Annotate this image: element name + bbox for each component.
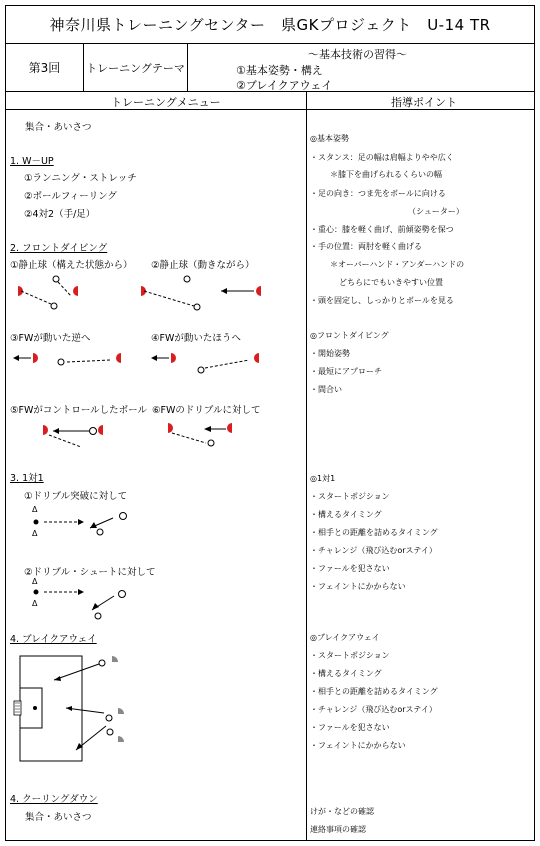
- attacker-icon: [112, 656, 118, 662]
- point-line: ・間合い: [310, 385, 342, 394]
- point-line: ・構えるタイミング: [310, 669, 382, 678]
- drill-diagram-dribble-shot: [28, 578, 138, 623]
- diving-item: ⑥FWのドリブルに対して: [152, 405, 261, 416]
- diving-heading: 2. フロントダイビング: [10, 243, 108, 254]
- diving-item: ⑤FWがコントロールしたボール: [10, 405, 147, 416]
- point-line: ・構えるタイミング: [310, 510, 382, 519]
- point-line: ・フェイントにかからない: [310, 582, 406, 591]
- drill-diagram-dribble: [166, 421, 246, 451]
- gk-marker: [33, 706, 37, 710]
- breakaway-pitch-diagram: [14, 646, 139, 771]
- drill-diagram-controlled-ball: [41, 423, 121, 453]
- gk-marker: [43, 425, 48, 435]
- gk-marker: [34, 590, 39, 595]
- cooldown-heading: 4. クーリングダウン: [10, 794, 98, 805]
- point-line: ・スタートポジション: [310, 492, 390, 501]
- goal-area: [20, 688, 42, 728]
- closing-line: けが・などの確認: [310, 807, 374, 816]
- column-divider: [306, 92, 307, 840]
- point-line: ・頭を固定し、しっかりとボールを見る: [310, 296, 454, 305]
- points-column-header: 指導ポイント: [391, 96, 457, 109]
- point-line: ・チャレンジ（飛び込むorステイ）: [310, 705, 437, 714]
- menu-intro: 集合・あいさつ: [25, 122, 92, 133]
- drill-diagram-dribble-breakthrough: [28, 506, 138, 546]
- ball-icon: [95, 613, 101, 619]
- gk-marker: [34, 520, 39, 525]
- point-line: ＊オーバーハンド・アンダーハンドの: [330, 260, 465, 269]
- ball-icon: [99, 660, 105, 666]
- point-line: （シューター）: [408, 207, 464, 216]
- point-line: ・相手との距離を詰めるタイミング: [310, 528, 438, 537]
- ball-icon: [106, 715, 112, 721]
- session-number: 第3回: [6, 44, 84, 91]
- ball-icon: [58, 359, 64, 365]
- point-line: ・最短にアプローチ: [310, 367, 382, 376]
- diving-item: ②静止球（動きながら）: [151, 260, 255, 271]
- point-line: ・相手との距離を詰めるタイミング: [310, 687, 438, 696]
- point-line: ・重心：膝を軽く曲げ、前傾姿勢を保つ: [310, 225, 454, 234]
- point-line: ・手の位置：両肘を軽く曲げる: [310, 242, 422, 251]
- point-line: ・チャレンジ（飛び込むorステイ）: [310, 546, 437, 555]
- ball-icon: [198, 367, 204, 373]
- wup-item: ②ボールフィーリング: [24, 191, 117, 202]
- drill-diagram-moving: [139, 276, 269, 316]
- document-frame: [5, 5, 535, 841]
- gk-marker: [168, 423, 173, 433]
- point-line: ・フェイントにかからない: [310, 741, 406, 750]
- diving-item: ①静止球（構えた状態から）: [10, 260, 133, 271]
- wup-heading: 1. W－UP: [10, 156, 54, 167]
- ball-icon: [194, 304, 200, 310]
- theme-line: ①基本姿勢・構え: [236, 64, 323, 77]
- point-line: ・スタートポジション: [310, 651, 390, 660]
- point-line: ・足の向き：つま先をボールに向ける: [310, 189, 446, 198]
- drill-diagram-static-ball: [16, 276, 96, 316]
- ball-icon: [97, 529, 103, 535]
- points-one-v-one-title: ◎1対1: [310, 474, 336, 483]
- ball-icon: [107, 729, 113, 735]
- gk-marker: [256, 286, 261, 296]
- attacker-icon: [118, 708, 124, 714]
- diving-item: ④FWが動いたほうへ: [151, 333, 241, 344]
- cone-icon: Δ: [32, 529, 38, 538]
- theme-text: [188, 44, 534, 91]
- point-line: ・ファールを犯さない: [310, 723, 390, 732]
- wup-item: ②4対2（手/足）: [24, 209, 96, 220]
- drill-diagram-same-side: [149, 350, 259, 380]
- column-headers: [6, 92, 534, 110]
- gk-marker: [98, 425, 103, 435]
- gk-marker: [171, 353, 176, 363]
- point-line: どちらにでもいきやすい位置: [339, 278, 443, 287]
- diving-item: ③FWが動いた逆へ: [10, 333, 91, 344]
- point-line: ・スタンス：足の幅は肩幅よりやや広く: [310, 153, 454, 162]
- ball-icon: [53, 276, 59, 282]
- gk-marker: [227, 423, 232, 433]
- theme-line: ②ブレイクアウェイ: [236, 79, 333, 92]
- ball-icon: [90, 428, 97, 435]
- gk-marker: [73, 286, 78, 296]
- document-title: 神奈川県トレーニングセンター 県GKプロジェクト U-14 TR: [6, 6, 534, 44]
- attacker-icon: [118, 736, 124, 742]
- one-v-one-item: ①ドリブル突破に対して: [24, 491, 128, 502]
- meta-row: [6, 44, 534, 92]
- ball-icon: [51, 303, 57, 309]
- gk-marker: [116, 353, 121, 363]
- menu-column-header: トレーニングメニュー: [111, 96, 221, 109]
- wup-item: ①ランニング・ストレッチ: [24, 173, 137, 184]
- points-basic-title: ◎基本姿勢: [310, 134, 349, 143]
- cone-icon: Δ: [32, 577, 38, 586]
- player-icon: [120, 513, 127, 520]
- drill-diagram-opposite: [11, 350, 121, 380]
- point-line: ＊膝下を曲げられるくらいの幅: [330, 170, 442, 179]
- cooldown-item: 集合・あいさつ: [25, 812, 92, 823]
- ball-icon: [184, 276, 190, 282]
- player-icon: [119, 591, 126, 598]
- one-v-one-item: ②ドリブル・シュートに対して: [24, 567, 156, 578]
- points-diving-title: ◎フロントダイビング: [310, 331, 389, 340]
- one-v-one-heading: 3. 1対1: [10, 473, 44, 484]
- breakaway-heading: 4. ブレイクアウェイ: [10, 634, 97, 645]
- point-line: ・ファールを犯さない: [310, 564, 390, 573]
- point-line: ・開始姿勢: [310, 349, 350, 358]
- cone-icon: Δ: [32, 599, 38, 608]
- closing-line: 連絡事項の確認: [310, 825, 366, 834]
- points-breakaway-title: ◎ブレイクアウェイ: [310, 633, 380, 642]
- theme-line: ～基本技術の習得～: [308, 48, 407, 61]
- gk-marker: [33, 353, 38, 363]
- cone-icon: Δ: [32, 505, 38, 514]
- gk-marker: [254, 353, 259, 363]
- ball-icon: [208, 440, 214, 446]
- theme-label: トレーニングテーマ: [84, 44, 188, 91]
